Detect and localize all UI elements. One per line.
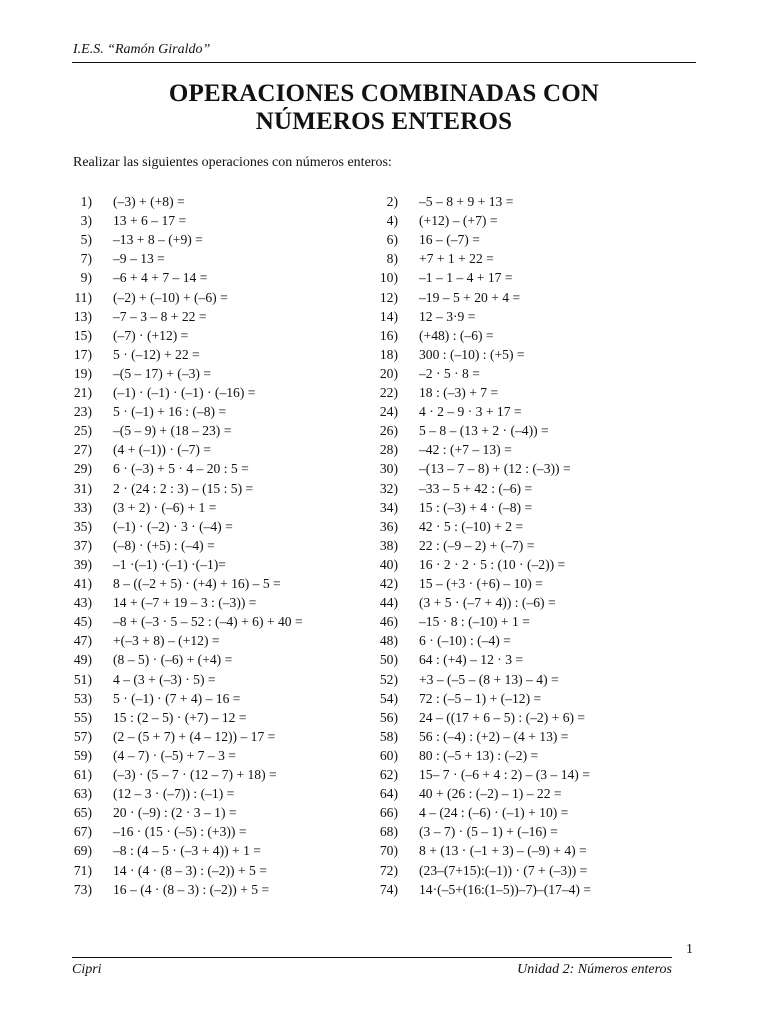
- exercise-expression: 16 – (4 · (8 – 3) : (–2)) + 5 =: [113, 881, 270, 897]
- exercise-expression: 6 · (–10) : (–4) =: [419, 633, 511, 649]
- exercise-expression: (–3) · (5 – 7 · (12 – 7) + 18) =: [113, 767, 277, 782]
- exercise-number: 1): [80, 194, 92, 209]
- exercise-expression: (+12) – (+7) =: [419, 213, 498, 229]
- exercise-number: 49): [73, 652, 92, 668]
- exercise-number: 31): [73, 480, 92, 496]
- exercise-number: 47): [73, 633, 92, 649]
- exercise-number: 16): [379, 327, 398, 343]
- exercise-number: 4): [386, 213, 398, 229]
- exercise-expression: –1 – 1 – 4 + 17 =: [419, 270, 513, 286]
- exercise-expression: (–3) + (+8) =: [113, 194, 185, 209]
- exercise-number: 22): [379, 385, 398, 400]
- exercise-expression: 80 : (–5 + 13) : (–2) =: [419, 747, 539, 763]
- exercise-expression: (4 + (–1)) · (–7) =: [113, 442, 211, 458]
- exercise-expression: 2 · (24 : 2 : 3) – (15 : 5) =: [113, 480, 254, 496]
- exercise-number: 51): [73, 671, 92, 687]
- exercise-expression: –19 – 5 + 20 + 4 =: [419, 289, 521, 305]
- exercise-expression: (4 – 7) · (–5) + 7 – 3 =: [113, 747, 236, 763]
- exercise-number: 60): [379, 747, 398, 763]
- exercise-number: 73): [73, 881, 92, 897]
- exercise-expression: 16 – (–7) =: [419, 232, 480, 248]
- exercise-expression: 15 : (2 – 5) · (+7) – 12 =: [113, 709, 247, 725]
- exercise-expression: 300 : (–10) : (+5) =: [419, 346, 525, 362]
- footer-divider: [72, 957, 672, 958]
- exercise-expression: 14 · (4 · (8 – 3) : (–2)) + 5 =: [113, 862, 267, 878]
- exercise-expression: (23–(7+15):(–1)) · (7 + (–3)) =: [419, 862, 588, 878]
- exercise-number: 53): [73, 690, 92, 706]
- header-school: I.E.S. “Ramón Giraldo”: [73, 42, 211, 57]
- exercise-expression: 5 · (–1) · (7 + 4) – 16 =: [113, 690, 241, 706]
- exercise-number: 74): [379, 881, 398, 897]
- exercise-expression: (2 – (5 + 7) + (4 – 12)) – 17 =: [113, 728, 276, 744]
- exercise-number: 32): [379, 480, 398, 496]
- exercise-number: 42): [379, 576, 398, 591]
- exercise-expression: (–7) · (+12) =: [113, 327, 189, 343]
- exercise-expression: 40 + (26 : (–2) – 1) – 22 =: [419, 786, 562, 802]
- exercise-number: 36): [379, 518, 398, 534]
- exercise-expression: –(5 – 17) + (–3) =: [113, 365, 212, 381]
- exercise-number: 29): [73, 461, 92, 477]
- exercise-number: 39): [73, 556, 92, 572]
- exercise-number: 37): [73, 537, 92, 553]
- exercise-number: 62): [379, 767, 398, 782]
- exercise-number: 48): [379, 633, 398, 649]
- exercise-number: 50): [379, 652, 398, 668]
- exercise-expression: –2 · 5 · 8 =: [419, 365, 480, 381]
- exercise-number: 14): [379, 308, 398, 324]
- exercise-number: 33): [73, 499, 92, 515]
- exercise-expression: –13 + 8 – (+9) =: [113, 232, 203, 248]
- exercise-expression: 18 : (–3) + 7 =: [419, 385, 499, 400]
- exercise-number: 63): [73, 786, 92, 802]
- exercise-expression: (–1) · (–1) · (–1) · (–16) =: [113, 385, 256, 400]
- exercise-expression: (3 + 5 · (–7 + 4)) : (–6) =: [419, 595, 556, 611]
- exercise-number: 7): [80, 251, 92, 267]
- page-title-line-1: OPERACIONES COMBINADAS CON: [168, 80, 600, 107]
- exercise-number: 35): [73, 518, 92, 534]
- exercise-expression: –(5 – 9) + (18 – 23) =: [113, 423, 232, 439]
- exercise-number: 38): [379, 537, 398, 553]
- exercise-expression: –16 · (15 · (–5) : (+3)) =: [113, 824, 247, 840]
- exercise-expression: 8 + (13 · (–1 + 3) – (–9) + 4) =: [419, 843, 587, 859]
- exercise-expression: 64 : (+4) – 12 · 3 =: [419, 652, 524, 668]
- exercise-expression: –1 ·(–1) ·(–1) ·(–1)=: [113, 556, 226, 572]
- exercise-number: 54): [379, 690, 398, 706]
- exercise-expression: 72 : (–5 – 1) + (–12) =: [419, 690, 542, 706]
- exercise-expression: 4 · 2 – 9 · 3 + 17 =: [419, 404, 522, 420]
- exercise-number: 69): [73, 843, 92, 859]
- exercise-number: 9): [80, 270, 92, 286]
- exercise-number: 23): [73, 404, 92, 420]
- exercise-number: 5): [80, 232, 92, 248]
- exercise-expression: 13 + 6 – 17 =: [113, 213, 187, 229]
- exercise-number: 40): [379, 556, 398, 572]
- exercise-number: 68): [379, 824, 398, 840]
- exercise-expression: –9 – 13 =: [113, 251, 165, 267]
- exercise-expression: (8 – 5) · (–6) + (+4) =: [113, 652, 233, 668]
- exercise-expression: –33 – 5 + 42 : (–6) =: [419, 480, 533, 496]
- footer-unit: Unidad 2: Números enteros: [517, 962, 672, 977]
- exercise-expression: –5 – 8 + 9 + 13 =: [419, 194, 514, 209]
- exercise-expression: 5 · (–12) + 22 =: [113, 346, 200, 362]
- exercise-expression: 16 · 2 · 2 · 5 : (10 · (–2)) =: [419, 556, 566, 572]
- instructions: Realizar las siguientes operaciones con números enteros:: [73, 155, 392, 170]
- exercise-number: 20): [379, 365, 398, 381]
- exercise-expression: 5 · (–1) + 16 : (–8) =: [113, 404, 227, 420]
- exercise-number: 19): [73, 365, 92, 381]
- exercise-number: 52): [379, 671, 398, 687]
- exercise-expression: +7 + 1 + 22 =: [419, 251, 494, 267]
- exercise-number: 34): [379, 499, 398, 515]
- exercise-expression: (–8) · (+5) : (–4) =: [113, 537, 215, 553]
- exercise-expression: 6 · (–3) + 5 · 4 – 20 : 5 =: [113, 461, 249, 477]
- exercise-number: 59): [73, 747, 92, 763]
- exercise-number: 11): [74, 289, 92, 305]
- exercise-number: 28): [379, 442, 398, 458]
- exercise-expression: 14·(–5+(16:(1–5))–7)–(17–4) =: [419, 881, 591, 897]
- exercise-number: 61): [73, 767, 92, 782]
- exercise-expression: (+48) : (–6) =: [419, 327, 494, 343]
- exercise-number: 65): [73, 805, 92, 821]
- exercise-number: 45): [73, 614, 92, 630]
- exercise-number: 13): [73, 308, 92, 324]
- header-divider: [72, 62, 696, 63]
- exercise-number: 12): [379, 289, 398, 305]
- exercise-number: 8): [386, 251, 398, 267]
- exercise-expression: 14 + (–7 + 19 – 3 : (–3)) =: [113, 595, 257, 611]
- exercise-expression: –7 – 3 – 8 + 22 =: [113, 308, 207, 324]
- exercise-number: 57): [73, 728, 92, 744]
- exercise-number: 30): [379, 461, 398, 477]
- exercise-number: 56): [379, 709, 398, 725]
- exercise-number: 15): [73, 327, 92, 343]
- exercise-expression: –8 + (–3 · 5 – 52 : (–4) + 6) + 40 =: [113, 614, 303, 630]
- exercise-number: 67): [73, 824, 92, 840]
- exercise-number: 44): [379, 595, 398, 611]
- exercise-expression: –8 : (4 – 5 · (–3 + 4)) + 1 =: [113, 843, 261, 859]
- exercise-number: 6): [386, 232, 398, 248]
- exercise-expression: 15– 7 · (–6 + 4 : 2) – (3 – 14) =: [419, 767, 590, 782]
- exercise-number: 24): [379, 404, 398, 420]
- exercise-expression: 24 – ((17 + 6 – 5) : (–2) + 6) =: [419, 709, 586, 725]
- exercise-number: 46): [379, 614, 398, 630]
- page-title-line-2: NÚMEROS ENTEROS: [255, 108, 513, 135]
- exercise-number: 21): [73, 385, 92, 400]
- footer-author: Cipri: [72, 962, 102, 977]
- exercise-expression: (3 – 7) · (5 – 1) + (–16) =: [419, 824, 558, 840]
- exercise-expression: –42 : (+7 – 13) =: [419, 442, 512, 458]
- exercise-expression: 4 – (24 : (–6) · (–1) + 10) =: [419, 805, 569, 821]
- exercise-expression: 56 : (–4) : (+2) – (4 + 13) =: [419, 728, 569, 744]
- exercise-number: 25): [73, 423, 92, 439]
- exercise-expression: 8 – ((–2 + 5) · (+4) + 16) – 5 =: [113, 576, 281, 591]
- exercise-number: 18): [379, 346, 398, 362]
- exercise-number: 55): [73, 709, 92, 725]
- exercise-expression: 4 – (3 + (–3) · 5) =: [113, 671, 216, 687]
- exercise-expression: 20 · (–9) : (2 · 3 – 1) =: [113, 805, 237, 821]
- exercise-expression: (–1) · (–2) · 3 · (–4) =: [113, 518, 233, 534]
- exercise-number: 58): [379, 728, 398, 744]
- exercise-expression: 5 – 8 – (13 + 2 · (–4)) =: [419, 423, 549, 439]
- exercise-number: 17): [73, 346, 92, 362]
- exercise-expression: (–2) + (–10) + (–6) =: [113, 289, 228, 305]
- exercise-expression: –6 + 4 + 7 – 14 =: [113, 270, 208, 286]
- page-number: 1: [686, 942, 693, 957]
- exercise-number: 27): [73, 442, 92, 458]
- exercise-number: 66): [379, 805, 398, 821]
- exercise-number: 26): [379, 423, 398, 439]
- exercise-expression: (12 – 3 · (–7)) : (–1) =: [113, 786, 235, 802]
- exercise-number: 10): [379, 270, 398, 286]
- exercise-expression: –15 · 8 : (–10) + 1 =: [419, 614, 530, 630]
- exercise-expression: +(–3 + 8) – (+12) =: [113, 633, 220, 649]
- exercise-number: 3): [80, 213, 92, 229]
- exercise-expression: 15 : (–3) + 4 · (–8) =: [419, 499, 533, 515]
- exercise-expression: 12 – 3·9 =: [419, 308, 476, 324]
- exercise-expression: –(13 – 7 – 8) + (12 : (–3)) =: [419, 461, 571, 477]
- exercise-expression: 15 – (+3 · (+6) – 10) =: [419, 576, 543, 591]
- exercise-expression: 22 : (–9 – 2) + (–7) =: [419, 537, 535, 553]
- exercise-number: 43): [73, 595, 92, 611]
- exercise-number: 41): [73, 576, 92, 591]
- exercise-expression: +3 – (–5 – (8 + 13) – 4) =: [419, 671, 559, 687]
- exercise-number: 71): [73, 862, 92, 878]
- exercise-expression: 42 · 5 : (–10) + 2 =: [419, 518, 524, 534]
- exercise-expression: (3 + 2) · (–6) + 1 =: [113, 499, 217, 515]
- exercise-number: 70): [379, 843, 398, 859]
- exercise-number: 72): [379, 862, 398, 878]
- exercise-number: 64): [379, 786, 398, 802]
- exercise-number: 2): [386, 194, 398, 209]
